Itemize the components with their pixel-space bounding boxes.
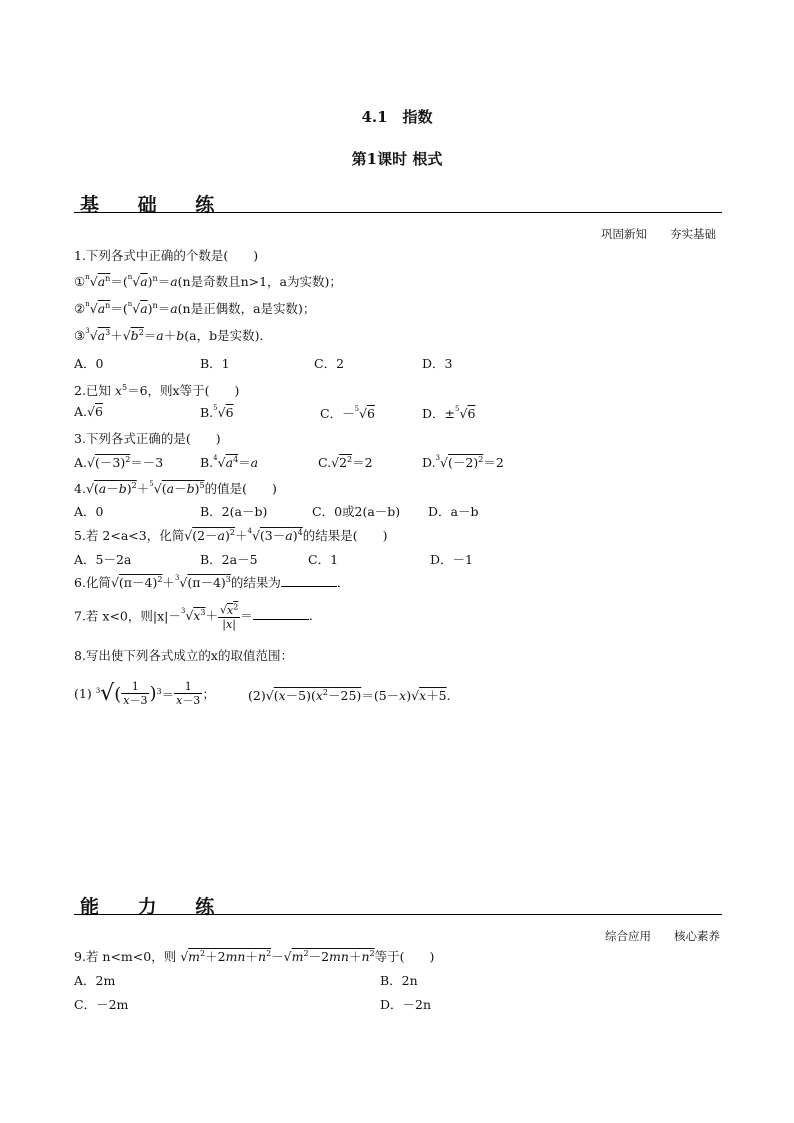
q4-option-d: D．a－b: [428, 504, 479, 519]
q3-option-c: $C.√2^2=2$: [318, 454, 373, 470]
q5-option-a: A．5－2a: [74, 552, 132, 567]
q9-option-a: A．2m: [74, 973, 116, 988]
q5-stem: 5.若 2<a<3，化简$√(2-a)^2+^4√(3-a)^4$的结果是( ): [74, 527, 388, 543]
q4-option-a: A．0: [74, 504, 104, 519]
q1-option-d: D．3: [422, 356, 453, 371]
q4-stem: $4.√(a-b)^2+^5√(a-b)^5$的值是( ): [74, 480, 277, 496]
q5-option-c: C．1: [308, 552, 339, 567]
q1-stem: 1.下列各式中正确的个数是( ): [74, 248, 259, 263]
q9-option-d: D．－2n: [380, 997, 432, 1012]
q3-option-b: $B.^4√a^4=a$: [200, 454, 259, 470]
q1-statement-3: $③^3√a^3+√b^2=a+b(a$，b是实数)．: [74, 327, 272, 343]
q5-option-d: D．－1: [430, 552, 473, 567]
q2-option-a: A.√6: [74, 404, 103, 419]
q1-option-b: B．1: [200, 356, 230, 371]
lesson-title: 第1课时 根式: [351, 150, 443, 168]
ability-practice-heading: 能 力 练: [80, 896, 231, 918]
q2-option-d: D．±$^5$√6: [422, 405, 476, 421]
ability-practice-tag: 综合应用 核心素养: [605, 929, 720, 943]
q5-option-b: B．2a－5: [200, 552, 258, 567]
q9-option-b: B．2n: [380, 973, 418, 988]
answer-blank[interactable]: [281, 576, 337, 587]
q8-part-1: (1) $^3$√( $\frac{1}{x-3}$ )$^3$＝ $\frac{1}{x-3}$ ；: [74, 680, 215, 707]
q1-statement-2: $②^n√a^n=(^n√a)^n=a(n$是正偶数，a是实数)；: [74, 300, 316, 316]
q4-option-b: B．2(a－b): [200, 504, 268, 519]
q3-stem: 3.下列各式正确的是( ): [74, 431, 221, 446]
q6-stem: 6.化简$√(\pi-4)^2+^3√(\pi-4)^3$的结果为 ．: [74, 574, 350, 590]
q3-option-a: $A.√(-3)^2=-3$: [74, 454, 164, 470]
q2-option-b: B.$^5$√6: [200, 404, 234, 420]
q9-option-c: C．－2m: [74, 997, 129, 1012]
q2-option-c: C．－$^5$√6: [320, 405, 375, 421]
basic-practice-tag: 巩固新知 夯实基础: [601, 227, 716, 241]
q3-option-d: $D.^3√(-2)^2=2$: [422, 454, 504, 470]
q7-stem: 7.若 x<0，则$|x|-^3√x^3+$ $\frac{√x^2}{|x|}$ ＝ .: [74, 602, 313, 631]
answer-blank[interactable]: [253, 609, 309, 620]
section-divider: [74, 212, 722, 213]
q9-stem: 9.若 n<m<0，则 $√m^2+2mn+n^2-√m^2-2mn+n^2$等于( ): [74, 948, 435, 964]
q8-stem: 8.写出使下列各式成立的x的取值范围：: [74, 648, 293, 663]
q2-stem: 2.已知 $x^5=6$，则x等于( ): [74, 382, 240, 398]
q4-option-c: C．0或2(a－b): [312, 504, 401, 519]
q8-part-2: $(2)√(x-5)(x^2-25)=(5-x)√x+5$.: [248, 687, 451, 703]
section-title: 4.1 指数: [361, 108, 433, 126]
q1-option-a: A．0: [74, 356, 104, 371]
q1-option-c: C．2: [314, 356, 345, 371]
basic-practice-heading: 基 础 练: [80, 194, 231, 216]
section-divider: [74, 914, 722, 915]
q1-statement-1: $①^n√a^n=(^n√a)^n=a(n$是奇数且n>1，a为实数)；: [74, 273, 342, 289]
